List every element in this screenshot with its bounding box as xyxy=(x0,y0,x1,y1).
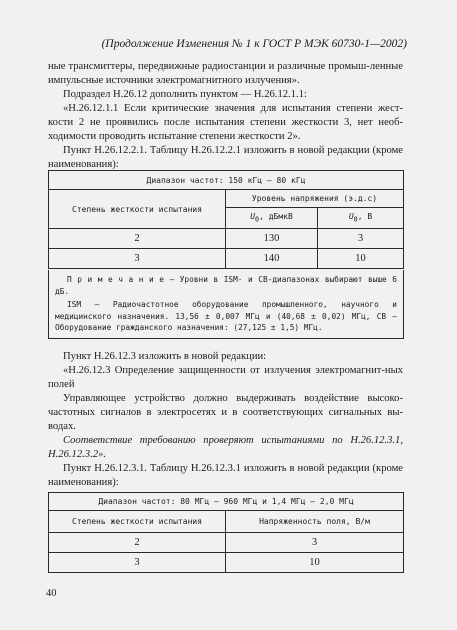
table-row: 3 10 xyxy=(49,553,404,573)
page-number: 40 xyxy=(46,588,57,599)
table1-sub-dbuv: $U_0$, дБмкВ xyxy=(226,208,318,229)
table-row: 2 130 3 xyxy=(49,229,404,249)
paragraph-clause-text: «Н.26.12.1.1 Если критические значения для испытания степени жест-кости 2 не проявились после испытания степени жесткости 3, нет необ-ходимости проводить испытание степени жесткости 2». xyxy=(48,103,403,142)
table1-note xyxy=(48,270,404,339)
paragraph-clause-3-title: «Н.26.12.3 Определение защищенности от излучения электромагнит-ных полей xyxy=(48,365,403,390)
paragraph-table1-intro: Пункт Н.26.12.2.1. Таблицу Н.26.12.2.1 изложить в новой редакции (кроме наименования): xyxy=(48,145,403,170)
table1-col-voltage: Уровень напряжения (э.д.с) xyxy=(226,190,404,208)
paragraph-continuation: ные трансмиттеры, передвижные радиостанции и различные промыш-ленные импульсные источники электромагнитного излучения». xyxy=(48,61,403,86)
table1-col-level: Степень жесткости испытания xyxy=(49,190,226,229)
table2-range: Диапазон частот: 80 МГц – 960 МГц и 1,4 МГц – 2,0 МГц xyxy=(49,493,404,511)
paragraph-table2-intro: Пункт Н.26.12.3.1. Таблицу Н.26.12.3.1 изложить в новой редакции (кроме наименования): xyxy=(48,463,403,488)
table-row: 3 140 10 xyxy=(49,249,404,269)
table-26-12-2-1 xyxy=(48,170,404,269)
page-header: (Продолжение Изменения № 1 к ГОСТ Р МЭК 60730-1—2002) xyxy=(101,38,407,50)
table1-range: Диапазон частот: 150 кГц – 80 кГц xyxy=(49,171,404,190)
table2-col-level: Степень жесткости испытания xyxy=(49,511,226,533)
note-ism-definition: ISM – Радиочастотное оборудование промышленного, научного и медицинского назначения. 13,56 ± 0,007 МГц и (40,68 ± 0,02) МГц, СВ – Оборудование гражданского назначения: (27,125 ± 1,5) МГц. xyxy=(55,300,397,332)
paragraph-add-clause: Подраздел Н.26.12 дополнить пунктом — Н.26.12.1.1: xyxy=(63,89,307,100)
table-row: 2 3 xyxy=(49,533,404,553)
note-text: – Уровни в ISM- и CB-диапазонах выбирают выше 6 дБ. xyxy=(55,275,397,296)
paragraph-clause-3-intro: Пункт Н.26.12.3 изложить в новой редакции: xyxy=(63,351,267,362)
table-26-12-3-1 xyxy=(48,492,404,573)
table1-sub-volts: $U_0$, В xyxy=(318,208,404,229)
paragraph-clause-3-text: Управляющее устройство должно выдерживать воздействие высоко-частотных сигналов в электросетях и в соответствующих сигнальных вы-водах. xyxy=(48,393,403,432)
table2-col-field: Напряженность поля, В/м xyxy=(226,511,404,533)
note-label: П р и м е ч а н и е xyxy=(67,275,164,284)
paragraph-compliance: Соответствие требованию проверяют испытаниями по Н.26.12.3.1, Н.26.12.3.2». xyxy=(48,435,403,460)
